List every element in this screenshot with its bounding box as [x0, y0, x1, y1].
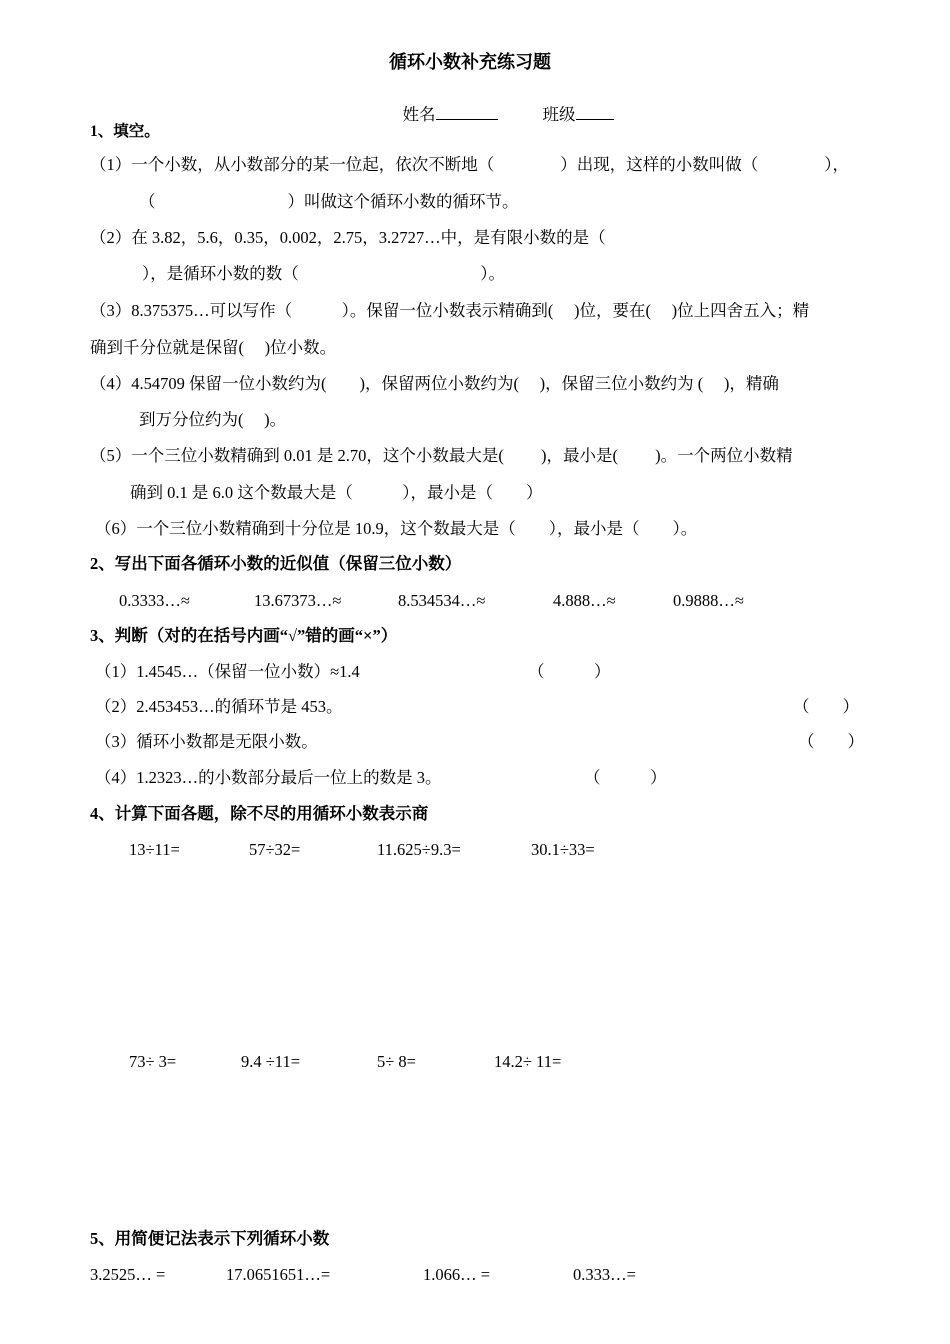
calc-item: 5÷ 8= [377, 1052, 416, 1071]
approx-item: 0.9888…≈ [673, 591, 744, 610]
name-label: 姓名 [402, 104, 436, 124]
question-1-4-line-2: 到万分位约为( )。 [139, 410, 287, 429]
approx-item: 8.534534…≈ [398, 591, 486, 610]
question-1-3-line-2: 确到千分位就是保留( )位小数。 [90, 338, 337, 357]
judge-answer-paren[interactable]: （ ） [528, 662, 611, 681]
calc-item: 14.2÷ 11= [494, 1052, 562, 1071]
class-label: 班级 [542, 104, 576, 124]
notation-item: 17.0651651…= [226, 1265, 331, 1284]
calc-item: 11.625÷9.3= [377, 840, 461, 859]
question-1-2-line-1: （2）在 3.82，5.6，0.35，0.002，2.75，3.2727…中，是有限小数的是（ [90, 228, 606, 247]
page-title: 循环小数补充练习题 [389, 52, 551, 72]
question-1-6: （6）一个三位小数精确到十分位是 10.9，这个数最大是（ ），最小是（ ）。 [95, 519, 698, 538]
section-1-heading: 1、填空。 [90, 123, 160, 140]
approx-item: 13.67373…≈ [254, 591, 342, 610]
question-1-3-line-1: （3）8.375375…可以写作（ ）。保留一位小数表示精确到( )位，要在( )位上四舍五入；精 [90, 301, 810, 320]
judge-statement: （1）1.4545…（保留一位小数）≈1.4 [95, 662, 360, 681]
notation-item: 1.066… = [423, 1265, 491, 1284]
section-3-heading: 3、判断（对的在括号内画“√”错的画“×”） [90, 626, 398, 645]
calc-item: 57÷32= [249, 840, 301, 859]
calc-item: 30.1÷33= [531, 840, 595, 859]
judge-statement: （4）1.2323…的小数部分最后一位上的数是 3。 [95, 768, 442, 787]
question-1-1-line-2: （ ）叫做这个循环小数的循环节。 [139, 192, 519, 211]
name-blank[interactable] [436, 105, 498, 120]
question-1-1-line-1: （1）一个小数，从小数部分的某一位起，依次不断地（ ）出现，这样的小数叫做（ ）， [90, 155, 849, 174]
calc-item: 73÷ 3= [129, 1052, 177, 1071]
notation-item: 0.333…= [573, 1265, 636, 1284]
approx-item: 4.888…≈ [553, 591, 616, 610]
judge-answer-paren[interactable]: （ ） [584, 768, 667, 787]
judge-answer-paren[interactable]: （ ） [793, 697, 859, 716]
approx-item: 0.3333…≈ [119, 591, 190, 610]
question-1-5-line-1: （5）一个三位小数精确到 0.01 是 2.70，这个小数最大是( )，最小是( )。一个两位小数精 [90, 446, 793, 465]
judge-statement: （3）循环小数都是无限小数。 [95, 732, 318, 751]
section-5-heading: 5、用简便记法表示下列循环小数 [90, 1229, 330, 1248]
judge-answer-paren[interactable]: （ ） [798, 732, 864, 751]
question-1-2-line-2: ），是循环小数的数（ ）。 [142, 264, 505, 283]
class-blank[interactable] [576, 105, 614, 120]
question-1-5-line-2: 确到 0.1 是 6.0 这个数最大是（ ），最小是（ ） [130, 483, 543, 502]
section-4-heading: 4、计算下面各题，除不尽的用循环小数表示商 [90, 804, 429, 823]
class-field [526, 88, 614, 140]
section-2-heading: 2、写出下面各循环小数的近似值（保留三位小数） [90, 554, 462, 573]
question-1-4-line-1: （4）4.54709 保留一位小数约为( )，保留两位小数约为( )，保留三位小数约为 ( )，精确 [90, 374, 779, 393]
judge-statement: （2）2.453453…的循环节是 453。 [95, 697, 343, 716]
calc-item: 9.4 ÷11= [241, 1052, 300, 1071]
name-field [386, 88, 498, 140]
calc-item: 13÷11= [129, 840, 180, 859]
notation-item: 3.2525… = [90, 1265, 166, 1284]
